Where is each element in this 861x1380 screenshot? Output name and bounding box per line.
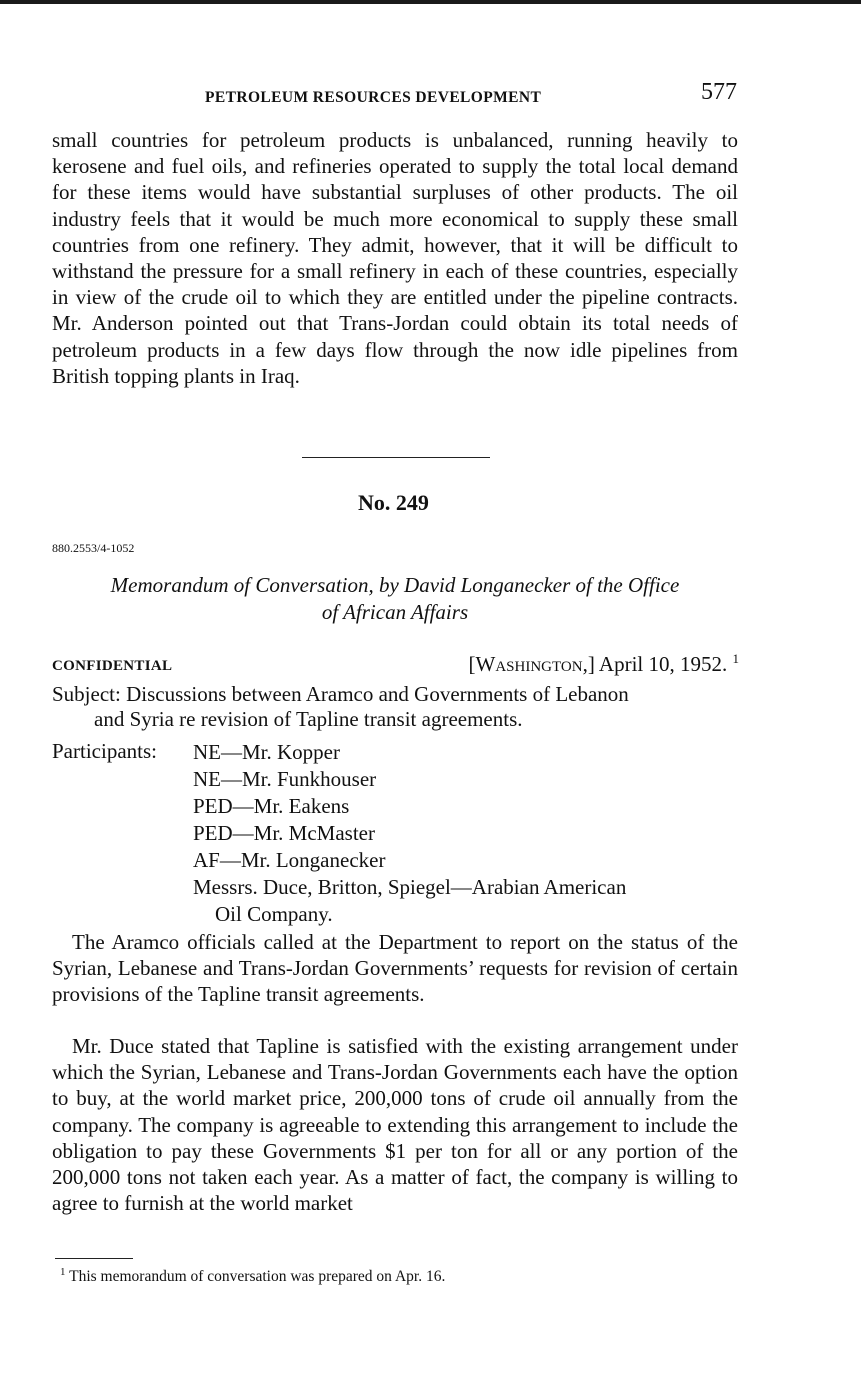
participant-item: AF—Mr. Longanecker [193,848,386,872]
page-number: 577 [701,79,737,105]
participants-list [193,739,626,928]
paragraph-aramco-report: The Aramco officials called at the Department to report on the status of the Syrian, Lebanese and Trans-Jordan Governments’ requests for revision of certain provisions of the Tapline transit agreements. [52,930,738,1007]
memo-title-line-1: Memorandum of Conversation, by David Longanecker of the Office [110,573,680,597]
participants-label: Participants: [52,739,157,763]
dateline [469,651,739,677]
running-title: PETROLEUM RESOURCES DEVELOPMENT [205,89,542,106]
subject-block [52,682,742,732]
footnote-text: This memorandum of conversation was prepared on Apr. 16. [69,1268,446,1286]
participant-item: NE—Mr. Funkhouser [193,767,377,791]
dateline-footnote-mark: 1 [732,651,739,666]
footnote-mark: 1 [60,1266,66,1278]
paragraph-continued: small countries for petroleum products is unbalanced, running heavily to kerosene and fuel oils, and refineries operated to supply the total local demand for these items would have substantial surpluses of other products. The oil industry feels that it would be much more economical to supply these small countries from one refinery. They admit, however, that it will be difficult to withstand the pressure for a small refinery in each of these countries, especially in view of the crude oil to which they are entitled under the pipeline contracts. Mr. Anderson pointed out that Trans-Jordan could obtain its total needs of petroleum products in a few days flow through the now idle pipelines from British topping plants in Iraq. [52,128,738,388]
document-number: No. 249 [358,490,429,515]
participant-item: NE—Mr. Kopper [193,740,340,764]
file-reference: 880.2553/4-1052 [52,541,135,555]
participant-item-continuation: Oil Company. [215,902,333,926]
dateline-bracket-close: ,] [582,652,595,676]
footnote-rule [55,1258,133,1259]
participant-item: PED—Mr. McMaster [193,821,375,845]
subject-line-2: and Syria re revision of Tapline transit agreements. [94,707,523,731]
memo-title-line-2: of African Affairs [321,600,469,624]
section-separator [302,457,490,458]
subject-line-1: Subject: Discussions between Aramco and Governments of Lebanon [52,682,629,706]
dateline-date: April 10, 1952. [598,652,728,676]
paragraph-duce-statement: Mr. Duce stated that Tapline is satisfied with the existing arrangement under which the Syrian, Lebanese and Trans-Jordan Governments each have the option to buy, at the world market price, 200,000 tons of crude oil annually from the company. The company is agreeable to extending this arrangement to include the obligation to pay these Governments $1 per ton for all or any portion of the 200,000 tons not taken each year. As a matter of fact, the company is willing to agree to furnish at the world market [52,1034,738,1216]
memo-title [52,572,738,626]
classification-label: CONFIDENTIAL [52,658,173,674]
participant-item: PED—Mr. Eakens [193,794,350,818]
dateline-bracket-open: [ [468,652,476,676]
top-border-rule [0,0,861,4]
footnote [60,1266,445,1286]
participant-item: Messrs. Duce, Britton, Spiegel—Arabian American [193,875,627,899]
dateline-place: Washington [475,652,583,676]
